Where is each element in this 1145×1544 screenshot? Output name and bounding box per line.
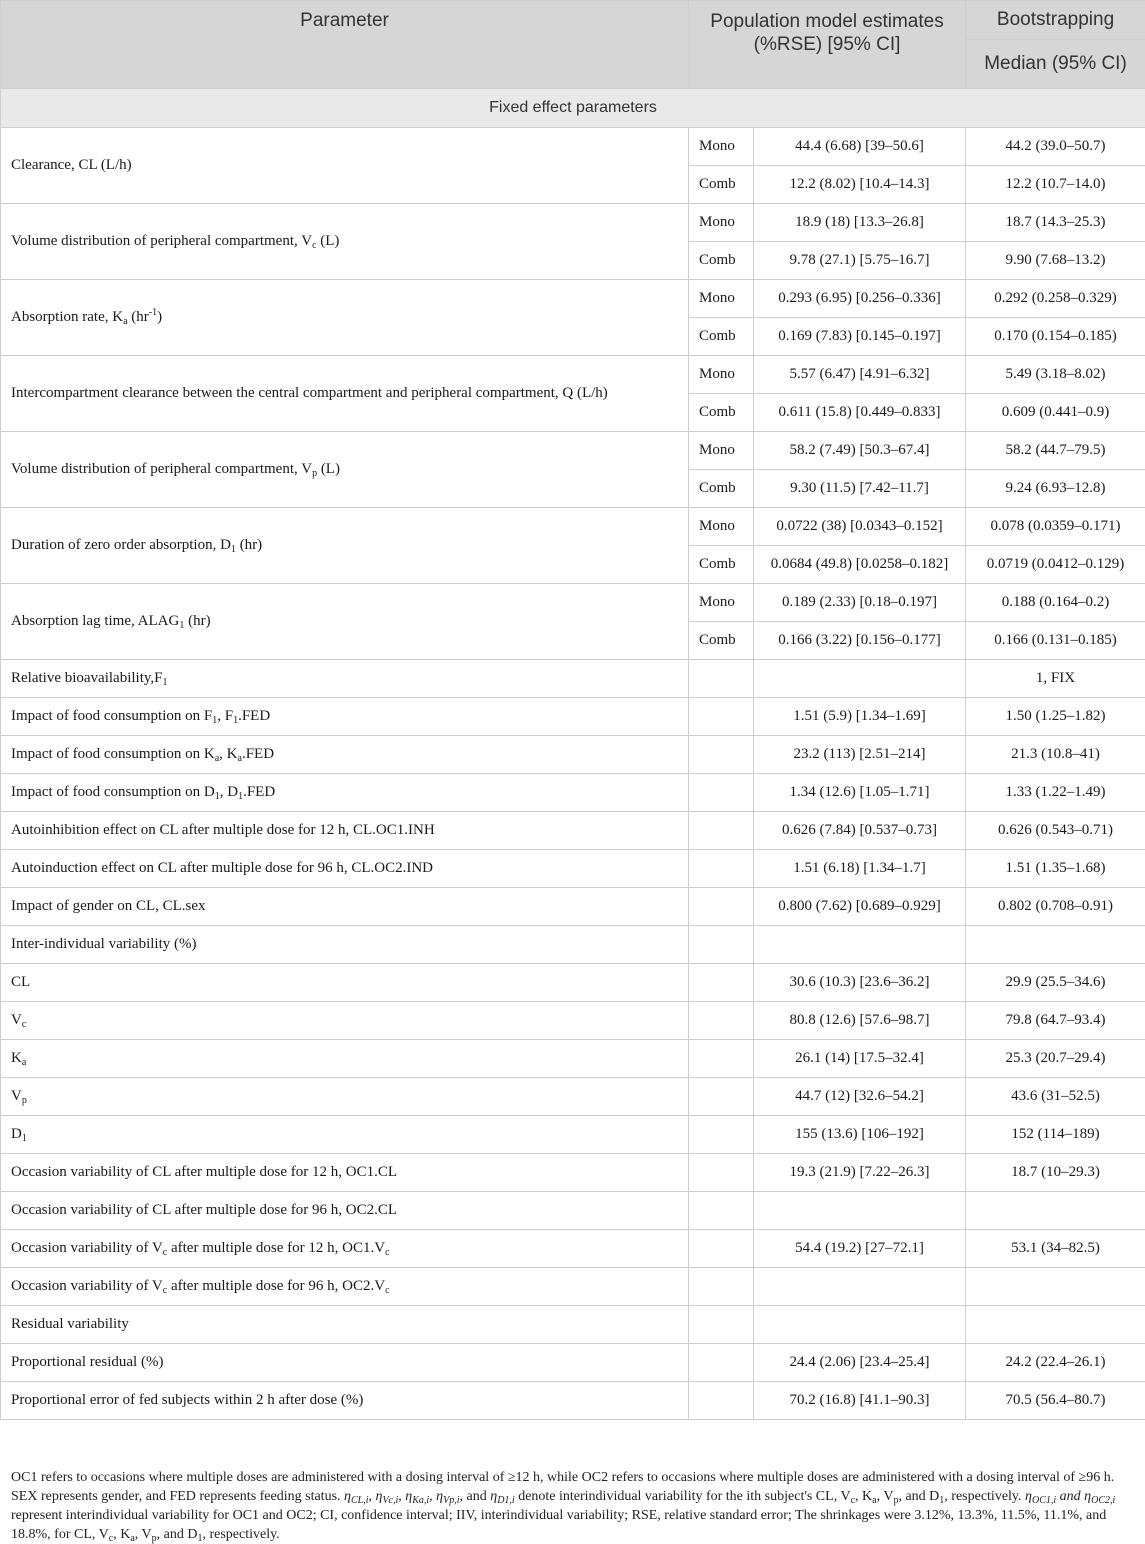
table-row	[1, 1382, 1145, 1420]
population-estimate: 0.626 (7.84) [0.537–0.73]	[754, 812, 966, 850]
group-label: Comb	[689, 166, 754, 204]
bootstrap-median: 21.3 (10.8–41)	[966, 736, 1145, 774]
group-label: Comb	[689, 394, 754, 432]
bootstrap-median: 0.0719 (0.0412–0.129)	[966, 546, 1145, 584]
table-row	[1, 1306, 1145, 1344]
table-row	[1, 1040, 1145, 1078]
group-label	[689, 660, 754, 698]
group-label	[689, 1116, 754, 1154]
group-label	[689, 1230, 754, 1268]
parameter-name: $V_p$	[1, 1078, 689, 1116]
population-estimate: 155 (13.6) [106–192]	[754, 1116, 966, 1154]
population-estimate: 0.611 (15.8) [0.449–0.833]	[754, 394, 966, 432]
parameter-name: CL	[1, 964, 689, 1002]
parameter-name: Autoinhibition effect on CL after multiple dose for 12 h, CL.OC1.INH	[1, 812, 689, 850]
table-row	[1, 888, 1145, 926]
table-row	[1, 1002, 1145, 1040]
table-row	[1, 584, 1145, 622]
parameter-name: Impact of food consumption on $D_1$, $D_1.FED$	[1, 774, 689, 812]
table-row	[1, 774, 1145, 812]
bootstrap-median: 0.170 (0.154–0.185)	[966, 318, 1145, 356]
population-estimate: 44.4 (6.68) [39–50.6]	[754, 128, 966, 166]
header-bootstrapping: Bootstrapping	[966, 1, 1145, 40]
parameter-name: Absorption lag time, $ALAG_1$ (hr)	[1, 584, 689, 660]
population-estimate: 24.4 (2.06) [23.4–25.4]	[754, 1344, 966, 1382]
population-estimate	[754, 1192, 966, 1230]
table-row	[1, 964, 1145, 1002]
header-median: Median (95% CI)	[966, 40, 1145, 89]
table-row	[1, 1230, 1145, 1268]
parameter-name: Inter-individual variability (%)	[1, 926, 689, 964]
parameter-name: $V_c$	[1, 1002, 689, 1040]
population-estimate: 0.0722 (38) [0.0343–0.152]	[754, 508, 966, 546]
population-estimate: 0.166 (3.22) [0.156–0.177]	[754, 622, 966, 660]
bootstrap-median	[966, 1306, 1145, 1344]
bootstrap-median: 44.2 (39.0–50.7)	[966, 128, 1145, 166]
group-label	[689, 1192, 754, 1230]
parameter-name: Occasion variability of CL after multiple dose for 96 h, OC2.CL	[1, 1192, 689, 1230]
group-label	[689, 1382, 754, 1420]
parameter-name: Intercompartment clearance between the central compartment and peripheral compartment, Q (L/h)	[1, 356, 689, 432]
population-estimate	[754, 1268, 966, 1306]
table-row	[1, 736, 1145, 774]
parameter-name: Clearance, CL (L/h)	[1, 128, 689, 204]
header-parameter: Parameter	[1, 1, 689, 89]
table-row	[1, 660, 1145, 698]
population-estimate: 5.57 (6.47) [4.91–6.32]	[754, 356, 966, 394]
table-row	[1, 1268, 1145, 1306]
group-label: Mono	[689, 128, 754, 166]
population-estimate: 18.9 (18) [13.3–26.8]	[754, 204, 966, 242]
group-label	[689, 774, 754, 812]
bootstrap-median: 1.33 (1.22–1.49)	[966, 774, 1145, 812]
table-header	[1, 1, 1145, 89]
parameter-name: Occasion variability of $V_c$ after multiple dose for 96 h, $OC2.V_c$	[1, 1268, 689, 1306]
group-label	[689, 888, 754, 926]
group-label	[689, 736, 754, 774]
population-estimate: 9.30 (11.5) [7.42–11.7]	[754, 470, 966, 508]
table-footnote: OC1 refers to occasions where multiple doses are administered with a dosing interval of ≥12 h, while OC2 refers to occasions where multiple doses are administered with a dosing interval of ≥96 h. SEX represents gender, and FED represents feeding status. $\eta_{CL,i}$, $\eta_{Vc,i}$, $\eta_{Ka,i}$, $\eta_{Vp,i}$, and $\eta_{D1,i}$ denote interindividual variability for the ith subject's CL, $V_c$, $K_a$, $V_p$, and $D_1$, respectively. $\eta_{OC1,i}$ and $\eta_{OC2,i}$ represent interindividual variability for OC1 and OC2; CI, confidence interval; IIV, interindividual variability; RSE, relative standard error; The shrinkages were 3.12%, 13.3%, 11.5%, 11.1%, and 18.8%, for CL, $V_c$, $K_a$, $V_p$, and $D_1$, respectively.	[11, 1468, 1135, 1544]
population-estimate: 0.189 (2.33) [0.18–0.197]	[754, 584, 966, 622]
table-row	[1, 356, 1145, 394]
bootstrap-median: 0.626 (0.543–0.71)	[966, 812, 1145, 850]
population-estimate: 30.6 (10.3) [23.6–36.2]	[754, 964, 966, 1002]
group-label: Mono	[689, 508, 754, 546]
table-row	[1, 1116, 1145, 1154]
population-estimate: 54.4 (19.2) [27–72.1]	[754, 1230, 966, 1268]
parameter-name: Volume distribution of peripheral compartment, $V_c$ (L)	[1, 204, 689, 280]
bootstrap-median: 0.078 (0.0359–0.171)	[966, 508, 1145, 546]
group-label: Mono	[689, 204, 754, 242]
group-label: Comb	[689, 546, 754, 584]
group-label: Mono	[689, 432, 754, 470]
bootstrap-median	[966, 926, 1145, 964]
group-label	[689, 850, 754, 888]
bootstrap-median: 9.24 (6.93–12.8)	[966, 470, 1145, 508]
bootstrap-median: 1, FIX	[966, 660, 1145, 698]
group-label	[689, 1040, 754, 1078]
population-estimate: 19.3 (21.9) [7.22–26.3]	[754, 1154, 966, 1192]
population-estimate: 23.2 (113) [2.51–214]	[754, 736, 966, 774]
parameter-name: Proportional error of fed subjects within 2 h after dose (%)	[1, 1382, 689, 1420]
population-estimate: 9.78 (27.1) [5.75–16.7]	[754, 242, 966, 280]
parameter-name: Relative $bioavailability,F_1$	[1, 660, 689, 698]
bootstrap-median: 79.8 (64.7–93.4)	[966, 1002, 1145, 1040]
section-fixed-effects: Fixed effect parameters	[1, 89, 1145, 128]
population-estimate: 44.7 (12) [32.6–54.2]	[754, 1078, 966, 1116]
table-row	[1, 1078, 1145, 1116]
bootstrap-median: 0.166 (0.131–0.185)	[966, 622, 1145, 660]
population-estimate: 1.51 (5.9) [1.34–1.69]	[754, 698, 966, 736]
bootstrap-median: 53.1 (34–82.5)	[966, 1230, 1145, 1268]
bootstrap-median: 29.9 (25.5–34.6)	[966, 964, 1145, 1002]
parameter-name: Impact of food consumption on $F_1$, $F_1.FED$	[1, 698, 689, 736]
bootstrap-median: 9.90 (7.68–13.2)	[966, 242, 1145, 280]
population-estimate: 0.293 (6.95) [0.256–0.336]	[754, 280, 966, 318]
bootstrap-median: 1.50 (1.25–1.82)	[966, 698, 1145, 736]
population-estimate: 1.51 (6.18) [1.34–1.7]	[754, 850, 966, 888]
population-estimate: 1.34 (12.6) [1.05–1.71]	[754, 774, 966, 812]
table-body	[1, 89, 1145, 1420]
group-label	[689, 698, 754, 736]
table-row	[1, 432, 1145, 470]
table-row	[1, 1154, 1145, 1192]
group-label	[689, 812, 754, 850]
bootstrap-median: 18.7 (14.3–25.3)	[966, 204, 1145, 242]
group-label: Mono	[689, 356, 754, 394]
bootstrap-median: 24.2 (22.4–26.1)	[966, 1344, 1145, 1382]
bootstrap-median: 0.609 (0.441–0.9)	[966, 394, 1145, 432]
table-row	[1, 128, 1145, 166]
table-row	[1, 812, 1145, 850]
population-estimate: 0.800 (7.62) [0.689–0.929]	[754, 888, 966, 926]
parameter-name: Impact of gender on CL, CL.sex	[1, 888, 689, 926]
parameter-name: Occasion variability of CL after multiple dose for 12 h, OC1.CL	[1, 1154, 689, 1192]
group-label	[689, 1306, 754, 1344]
bootstrap-median: 152 (114–189)	[966, 1116, 1145, 1154]
parameter-name: $D_1$	[1, 1116, 689, 1154]
group-label: Mono	[689, 280, 754, 318]
table-row	[1, 508, 1145, 546]
bootstrap-median: 5.49 (3.18–8.02)	[966, 356, 1145, 394]
group-label	[689, 926, 754, 964]
group-label: Comb	[689, 242, 754, 280]
parameter-name: Absorption rate, $K_a$ $(hr^{-1})$	[1, 280, 689, 356]
bootstrap-median: 18.7 (10–29.3)	[966, 1154, 1145, 1192]
bootstrap-median: 0.802 (0.708–0.91)	[966, 888, 1145, 926]
group-label	[689, 1344, 754, 1382]
population-estimate	[754, 926, 966, 964]
group-label: Comb	[689, 470, 754, 508]
parameter-name: $K_a$	[1, 1040, 689, 1078]
parameter-name: Residual variability	[1, 1306, 689, 1344]
bootstrap-median	[966, 1192, 1145, 1230]
table-row	[1, 926, 1145, 964]
parameter-name: Autoinduction effect on CL after multiple dose for 96 h, CL.OC2.IND	[1, 850, 689, 888]
population-estimate: 0.169 (7.83) [0.145–0.197]	[754, 318, 966, 356]
table-row	[1, 204, 1145, 242]
table-row	[1, 1192, 1145, 1230]
population-estimate: 26.1 (14) [17.5–32.4]	[754, 1040, 966, 1078]
population-estimate: 70.2 (16.8) [41.1–90.3]	[754, 1382, 966, 1420]
bootstrap-median: 70.5 (56.4–80.7)	[966, 1382, 1145, 1420]
bootstrap-median: 1.51 (1.35–1.68)	[966, 850, 1145, 888]
population-estimate	[754, 1306, 966, 1344]
bootstrap-median: 43.6 (31–52.5)	[966, 1078, 1145, 1116]
table-row	[1, 698, 1145, 736]
population-estimate: 12.2 (8.02) [10.4–14.3]	[754, 166, 966, 204]
bootstrap-median: 12.2 (10.7–14.0)	[966, 166, 1145, 204]
group-label	[689, 1002, 754, 1040]
bootstrap-median: 58.2 (44.7–79.5)	[966, 432, 1145, 470]
parameter-name: Occasion variability of $V_c$ after multiple dose for 12 h, $OC1.V_c$	[1, 1230, 689, 1268]
group-label: Mono	[689, 584, 754, 622]
parameter-name: Proportional residual (%)	[1, 1344, 689, 1382]
table-row	[1, 850, 1145, 888]
group-label: Comb	[689, 622, 754, 660]
section-row	[1, 89, 1145, 128]
table-row	[1, 280, 1145, 318]
bootstrap-median	[966, 1268, 1145, 1306]
group-label	[689, 1154, 754, 1192]
group-label: Comb	[689, 318, 754, 356]
group-label	[689, 964, 754, 1002]
header-population-estimates: Population model estimates (%RSE) [95% CI]	[689, 1, 966, 89]
group-label	[689, 1078, 754, 1116]
population-estimate	[754, 660, 966, 698]
bootstrap-median: 0.292 (0.258–0.329)	[966, 280, 1145, 318]
bootstrap-median: 0.188 (0.164–0.2)	[966, 584, 1145, 622]
parameter-name: Volume distribution of peripheral compartment, $V_p$ (L)	[1, 432, 689, 508]
population-estimate: 58.2 (7.49) [50.3–67.4]	[754, 432, 966, 470]
bootstrap-median: 25.3 (20.7–29.4)	[966, 1040, 1145, 1078]
population-estimate: 0.0684 (49.8) [0.0258–0.182]	[754, 546, 966, 584]
parameter-name: Impact of food consumption on $K_a$, $K_a.FED$	[1, 736, 689, 774]
parameter-name: Duration of zero order absorption, $D_1$ (hr)	[1, 508, 689, 584]
group-label	[689, 1268, 754, 1306]
table-row	[1, 1344, 1145, 1382]
population-estimate: 80.8 (12.6) [57.6–98.7]	[754, 1002, 966, 1040]
